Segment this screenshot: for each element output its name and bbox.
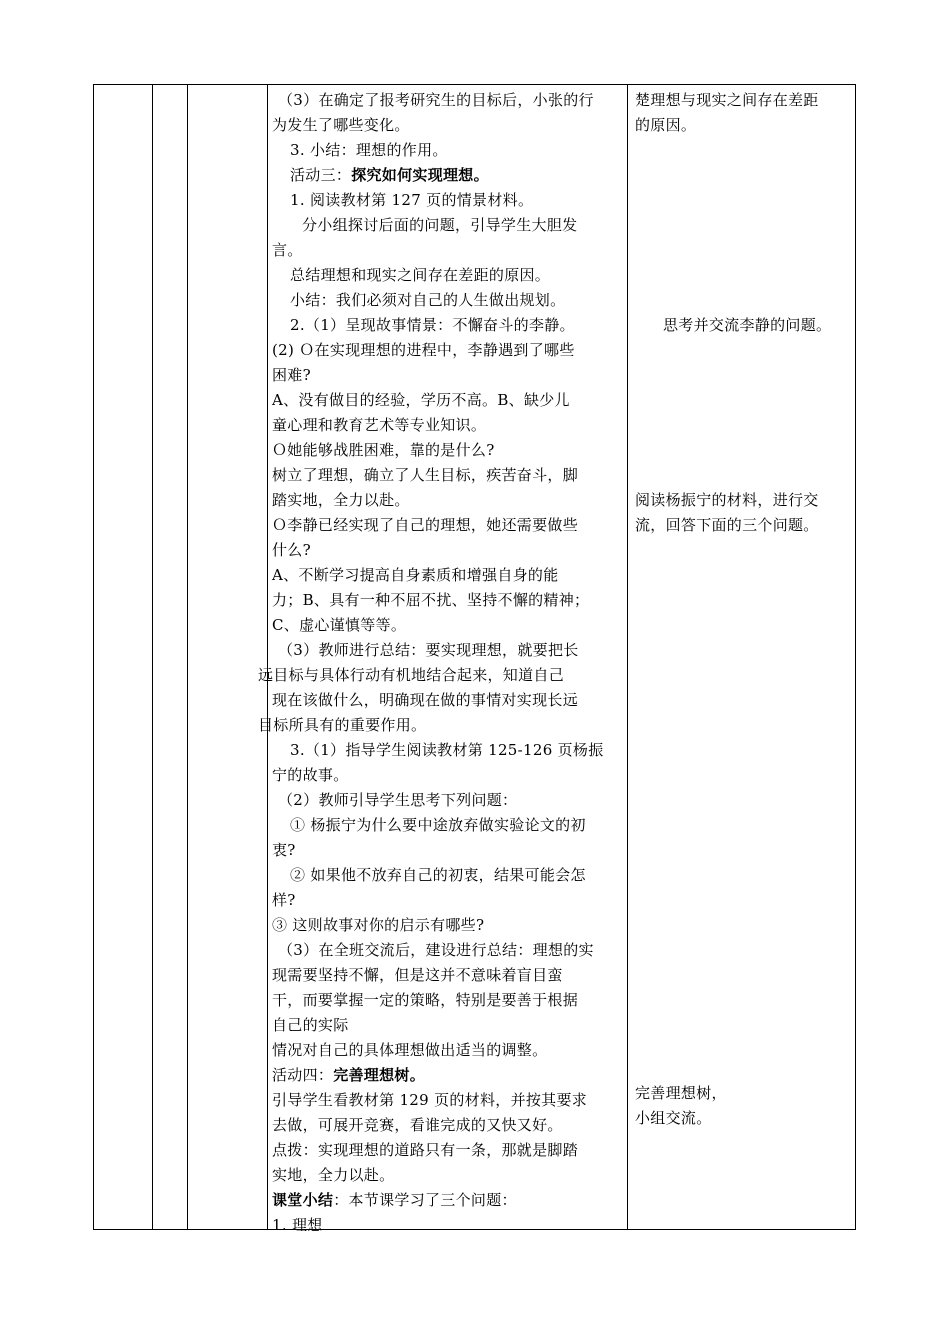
line-text: （3）在全班交流后，建设进行总结：理想的实 [278,941,594,959]
line-text: 衷? [272,841,296,859]
student-activity-line: 楚理想与现实之间存在差距 [635,91,819,109]
line-text: 点拨：实现理想的道路只有一条，那就是脚踏 [272,1141,579,1159]
line-text: 3. 小结：理想的作用。 [290,141,448,159]
student-activity-line: 阅读杨振宁的材料，进行交 [635,491,819,509]
text-line [272,938,622,963]
bold-text: 课堂小结 [272,1191,334,1209]
text-line [272,1038,622,1063]
text-line [272,463,622,488]
line-text: 现需要坚持不懈，但是这并不意味着盲目蛮 [272,966,563,984]
line-text: 远目标与具体行动有机地结合起来，知道自己 [258,666,565,684]
text-line [272,563,622,588]
line-text: 活动三： [290,166,352,184]
line-text: 宁的故事。 [272,766,349,784]
line-text: 树立了理想，确立了人生目标，疾苦奋斗，脚 [272,466,579,484]
text-line [272,413,622,438]
line-text: 实地，全力以赴。 [272,1166,395,1184]
text-line [258,713,622,738]
text-line [272,138,622,163]
bold-text: 完善理想树。 [333,1066,426,1084]
line-text: 小结：我们必须对自己的人生做出规划。 [290,291,566,309]
line-text: 1. 阅读教材第 127 页的情景材料。 [290,191,534,209]
text-line [272,988,622,1013]
student-activity-line: 的原因。 [635,116,697,134]
student-activity-4 [635,1081,855,1131]
column-divider-1 [152,85,153,1229]
student-activity-1 [635,88,855,138]
line-text: ① 杨振宁为什么要中途放弃做实验论文的初 [290,816,586,834]
text-line [272,813,622,838]
text-line [272,1163,622,1188]
line-text: 踏实地，全力以赴。 [272,491,410,509]
text-line [272,163,622,188]
line-text: ③ 这则故事对你的启示有哪些? [272,916,485,934]
line-text: C、虚心谨慎等等。 [272,616,407,634]
line-text: 现在该做什么，明确现在做的事情对实现长远 [272,691,579,709]
line-text: 2.（1）呈现故事情景：不懈奋斗的李静。 [290,316,575,334]
text-line [272,288,622,313]
text-line [272,888,622,913]
text-line [272,1088,622,1113]
student-activity-line: 小组交流。 [635,1109,712,1127]
text-line [272,238,622,263]
column-divider-3 [267,85,268,1229]
text-line [272,863,622,888]
text-line [272,1188,622,1213]
text-line [272,588,622,613]
line-text: (2) Ｏ在实现理想的进程中，李静遇到了哪些 [272,341,575,359]
text-line [272,1013,622,1038]
line-text: Ｏ她能够战胜困难，靠的是什么? [272,441,495,459]
text-line [272,963,622,988]
text-line [272,738,622,763]
teacher-activity-column [258,88,622,1238]
line-text: 目标所具有的重要作用。 [258,716,427,734]
text-line [272,1113,622,1138]
column-divider-2 [187,85,188,1229]
text-line [258,663,622,688]
text-line [272,313,622,338]
line-text: ② 如果他不放弃自己的初衷，结果可能会怎 [290,866,586,884]
student-activity-line: 思考并交流李静的问题。 [663,316,832,334]
bold-text: 探究如何实现理想。 [351,166,489,184]
text-line [272,338,622,363]
text-line [272,388,622,413]
text-line [272,88,622,113]
line-text: 童心理和教育艺术等专业知识。 [272,416,487,434]
text-line [272,113,622,138]
text-line [272,438,622,463]
line-text: 困难? [272,366,311,384]
line-text: 总结理想和现实之间存在差距的原因。 [290,266,551,284]
text-line [272,188,622,213]
line-text: 什么? [272,541,311,559]
line-text: 力；B、具有一种不屈不扰、坚持不懈的精神； [272,591,590,609]
text-line [272,263,622,288]
text-line [272,838,622,863]
student-activity-line: 流，回答下面的三个问题。 [635,516,819,534]
line-text: 干，而要掌握一定的策略，特别是要善于根据 [272,991,579,1009]
student-activity-3 [635,488,855,538]
text-line [272,1213,622,1238]
line-text: 样? [272,891,296,909]
line-text: A、没有做目的经验，学历不高。B、缺少儿 [272,391,570,409]
line-text: 自己的实际 [272,1016,349,1034]
student-activity-line: 完善理想树， [635,1084,727,1102]
line-text: 分小组探讨后面的问题，引导学生大胆发 [302,216,578,234]
text-line [272,613,622,638]
line-text: ：本节课学习了三个问题： [333,1191,517,1209]
column-divider-4 [627,85,628,1229]
text-line [272,638,622,663]
text-line [272,788,622,813]
text-line [272,513,622,538]
line-text: （2）教师引导学生思考下列问题： [278,791,518,809]
text-line [272,1063,622,1088]
text-line [272,763,622,788]
text-line [272,363,622,388]
text-line [272,688,622,713]
text-line [272,913,622,938]
line-text: 去做，可展开竞赛，看谁完成的又快又好。 [272,1116,563,1134]
line-text: 引导学生看教材第 129 页的材料，并按其要求 [272,1091,588,1109]
text-line [272,1138,622,1163]
line-text: 言。 [272,241,303,259]
line-text: 活动四： [272,1066,334,1084]
line-text: A、不断学习提高自身素质和增强自身的能 [272,566,559,584]
line-text: Ｏ李静已经实现了自己的理想，她还需要做些 [272,516,579,534]
line-text: 情况对自己的具体理想做出适当的调整。 [272,1041,548,1059]
line-text: （3）在确定了报考研究生的目标后，小张的行 [278,91,594,109]
line-text: （3）教师进行总结：要实现理想，就要把长 [278,641,579,659]
student-activity-2 [635,313,855,338]
line-text: 1. 理想 [272,1216,323,1234]
text-line [272,488,622,513]
text-line [272,538,622,563]
line-text: 3.（1）指导学生阅读教材第 125-126 页杨振 [290,741,604,759]
lesson-plan-table [93,84,856,1234]
line-text: 为发生了哪些变化。 [272,116,410,134]
text-line [272,213,622,238]
